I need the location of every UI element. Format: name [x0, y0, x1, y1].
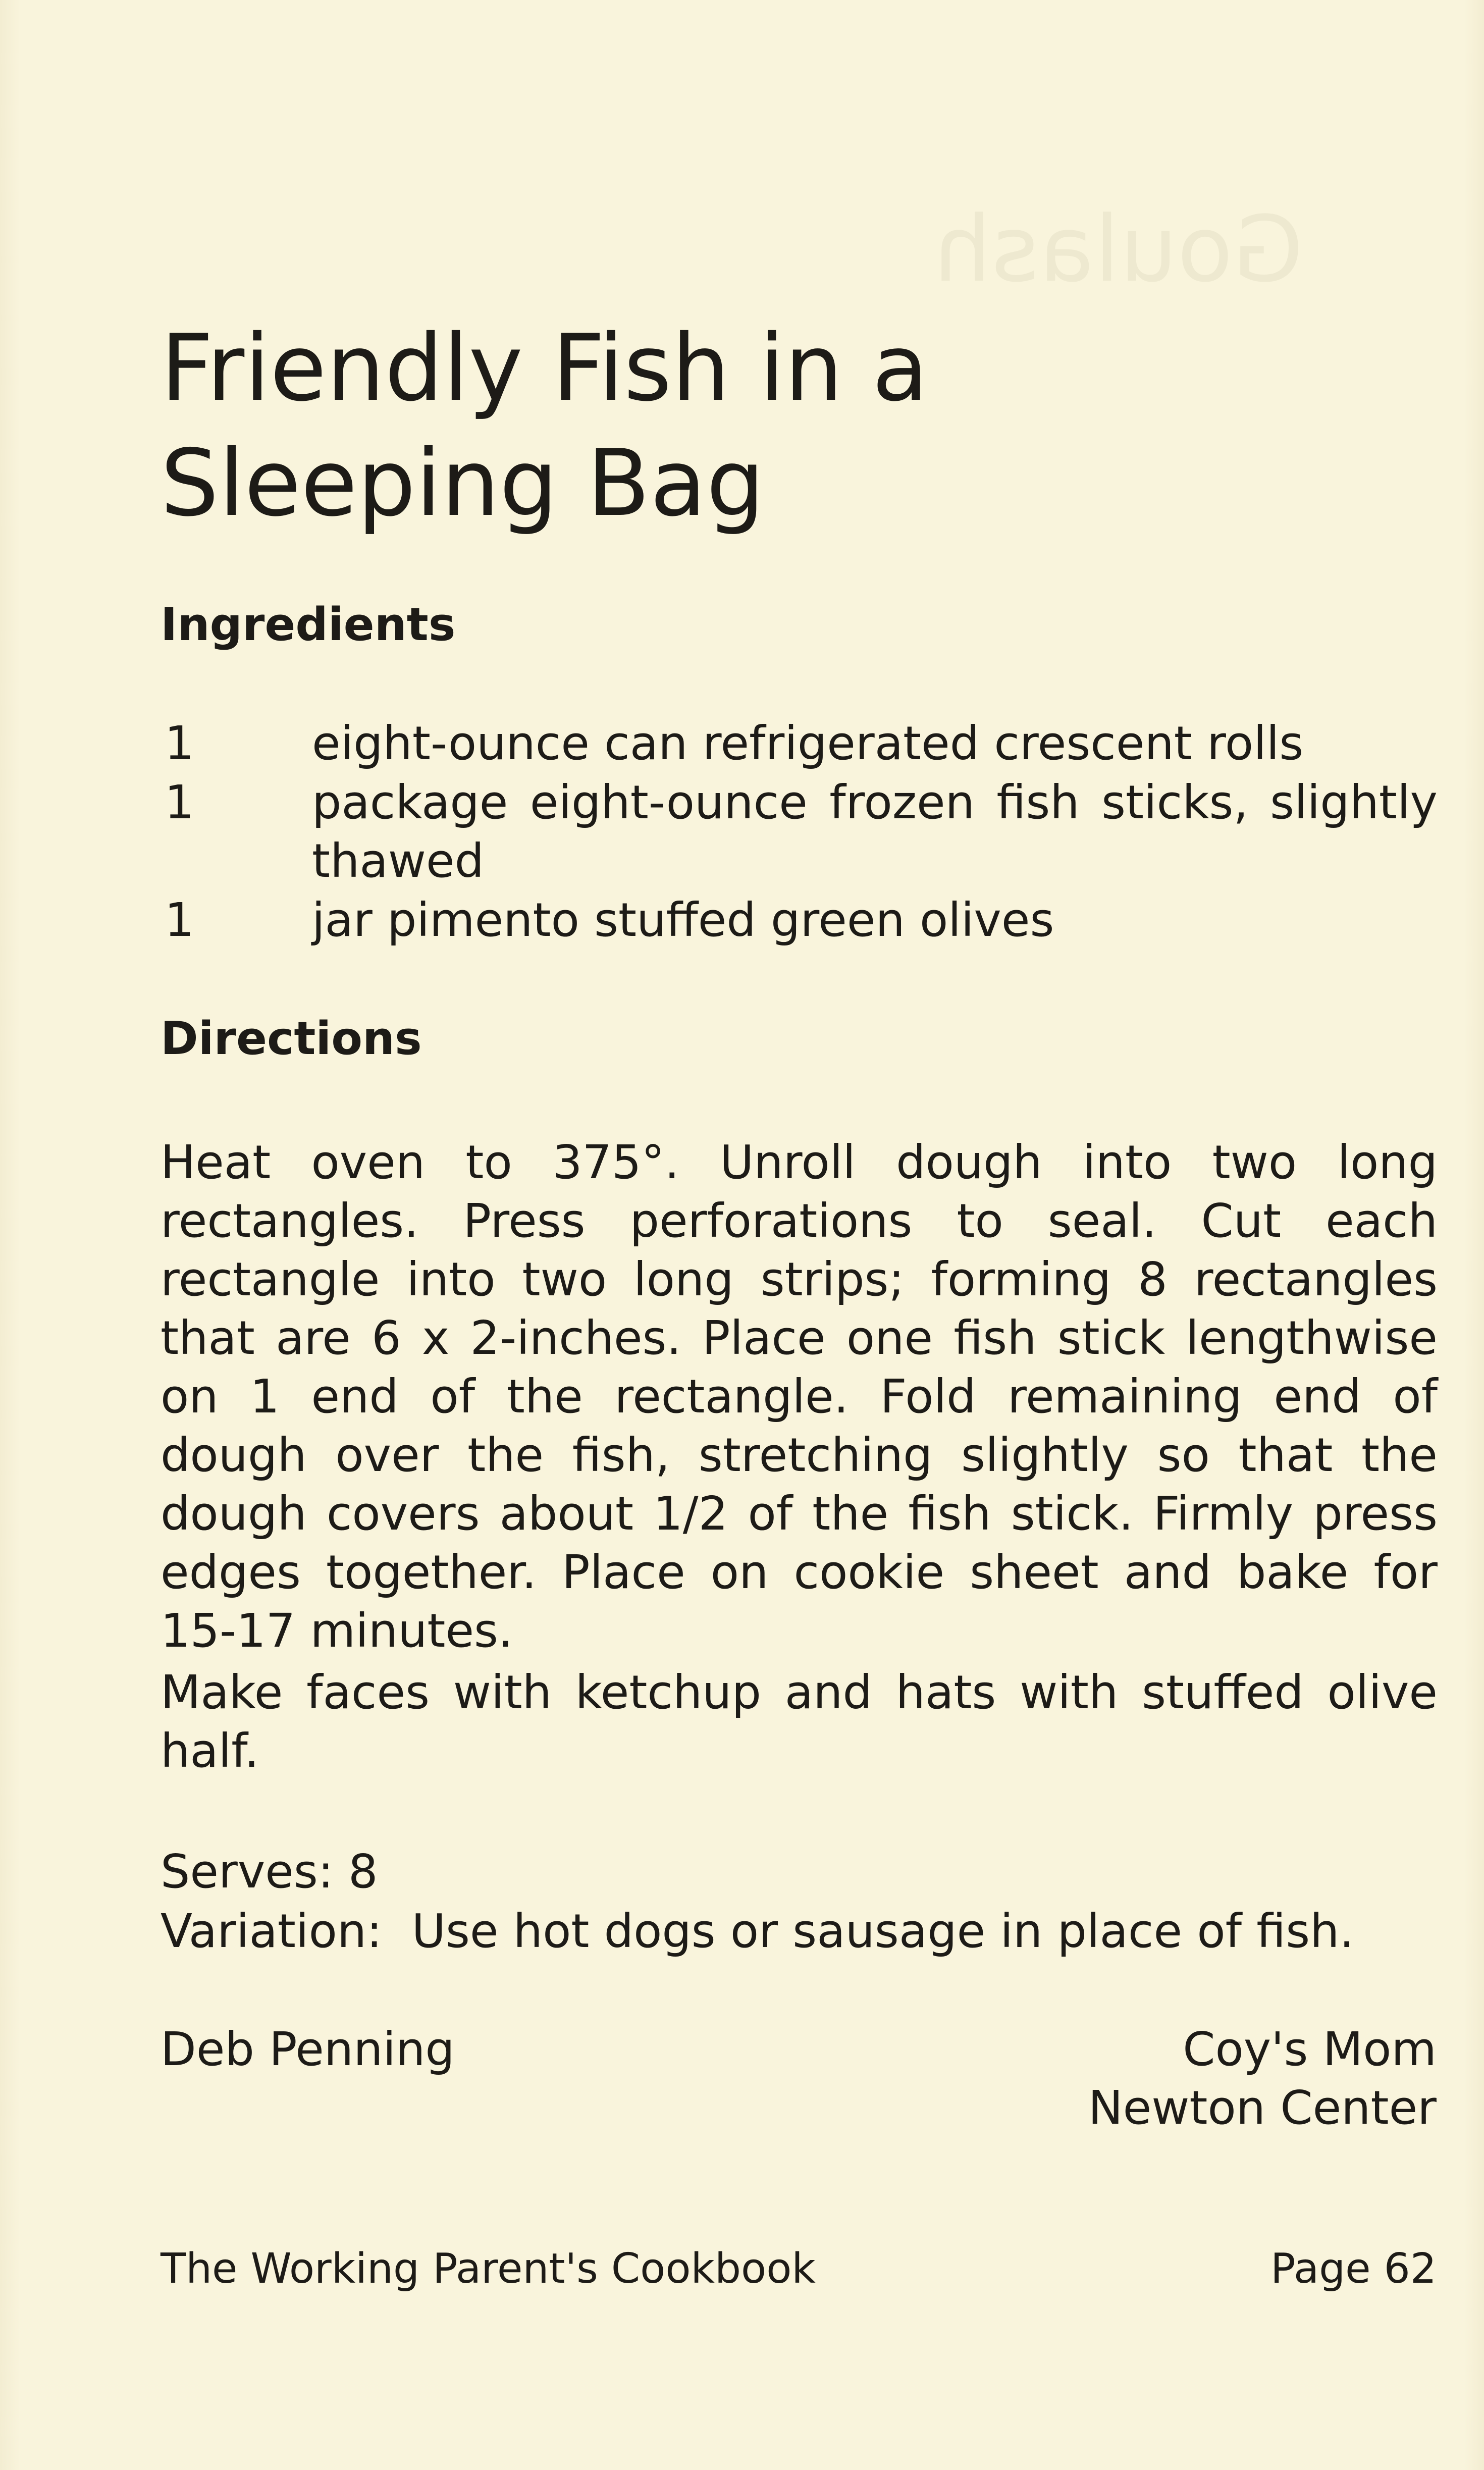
recipe-title-line-1: Friendly Fish in a	[161, 314, 929, 422]
ingredients-heading: Ingredients	[161, 598, 456, 651]
directions-text: Heat oven to 375°. Unroll dough into two long rectangles. Press perforations to seal. Cut each rectangle into two long strips; forming 8 rectangles that are 6 x 2-inches. Place one fish stick lengthwise on 1 end of the rectangle. Fold remaining end of dough over the fish, stretching slightly so that the dough covers about 1/2 of the fish stick. Firmly press edges together. Place on cookie sheet and bake for 15-17 minutes.	[161, 1135, 1438, 1658]
variation-text: Variation: Use hot dogs or sausage in place of fish.	[161, 1904, 1354, 1958]
ingredient-text: jar pimento stuffed green olives	[312, 893, 1054, 947]
show-through-text: Goulash	[934, 197, 1303, 302]
ingredient-qty: 1	[165, 775, 194, 829]
directions-heading: Directions	[161, 1012, 422, 1065]
ingredient-qty: 1	[165, 716, 194, 770]
footer-book-title: The Working Parent's Cookbook	[161, 2245, 816, 2293]
author-town: Newton Center	[1088, 2081, 1437, 2135]
ingredient-text: eight-ounce can refrigerated crescent rolls	[312, 716, 1304, 770]
author-name: Deb Penning	[161, 2022, 455, 2076]
author-relation: Coy's Mom	[1183, 2022, 1437, 2076]
serves-text: Serves: 8	[161, 1845, 378, 1899]
ingredient-qty: 1	[165, 893, 194, 947]
ingredient-text: package eight-ounce frozen fish sticks, slightly thawed	[312, 775, 1438, 888]
footer-page-number: Page 62	[1270, 2245, 1437, 2293]
recipe-title	[161, 310, 1271, 541]
serving-note: Make faces with ketchup and hats with stuffed olive half.	[161, 1665, 1438, 1778]
recipe-title-line-2: Sleeping Bag	[161, 430, 765, 537]
